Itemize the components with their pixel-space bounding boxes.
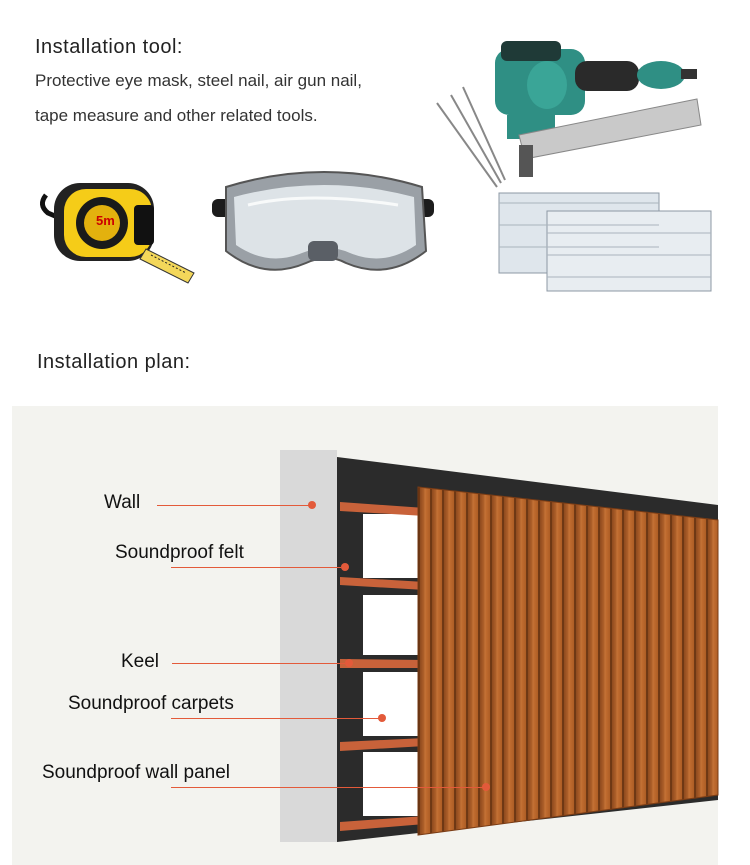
pointer-dot-keel bbox=[345, 659, 353, 667]
pointer-dot-felt bbox=[341, 563, 349, 571]
label-soundproof-carpets: Soundproof carpets bbox=[68, 693, 234, 714]
tools-description-line-2: tape measure and other related tools. bbox=[35, 106, 318, 125]
label-soundproof-wall-panel: Soundproof wall panel bbox=[42, 762, 231, 783]
soundproof-carpet bbox=[363, 752, 423, 816]
soundproof-wall-panel bbox=[418, 487, 718, 835]
plan-heading: Installation plan: bbox=[37, 351, 191, 373]
tape-measure-label: 5m bbox=[96, 213, 115, 228]
leader-line-carpets bbox=[171, 718, 379, 719]
tools-description-line-1: Protective eye mask, steel nail, air gun nail, bbox=[35, 71, 362, 90]
label-soundproof-felt: Soundproof felt bbox=[115, 542, 244, 563]
pointer-dot-wall bbox=[308, 501, 316, 509]
leader-line-wall bbox=[157, 505, 312, 506]
leader-line-felt bbox=[171, 567, 341, 568]
wall-layer bbox=[280, 450, 337, 842]
leader-line-panel bbox=[171, 787, 483, 788]
soundproof-carpet bbox=[363, 672, 423, 736]
tools-heading: Installation tool: bbox=[35, 36, 183, 58]
soundproof-carpet bbox=[363, 514, 423, 578]
pointer-dot-panel bbox=[482, 783, 490, 791]
label-wall: Wall bbox=[104, 492, 141, 513]
pointer-dot-carpets bbox=[378, 714, 386, 722]
leader-line-keel bbox=[172, 663, 345, 664]
soundproof-carpet bbox=[363, 595, 423, 655]
label-keel: Keel bbox=[121, 651, 160, 672]
